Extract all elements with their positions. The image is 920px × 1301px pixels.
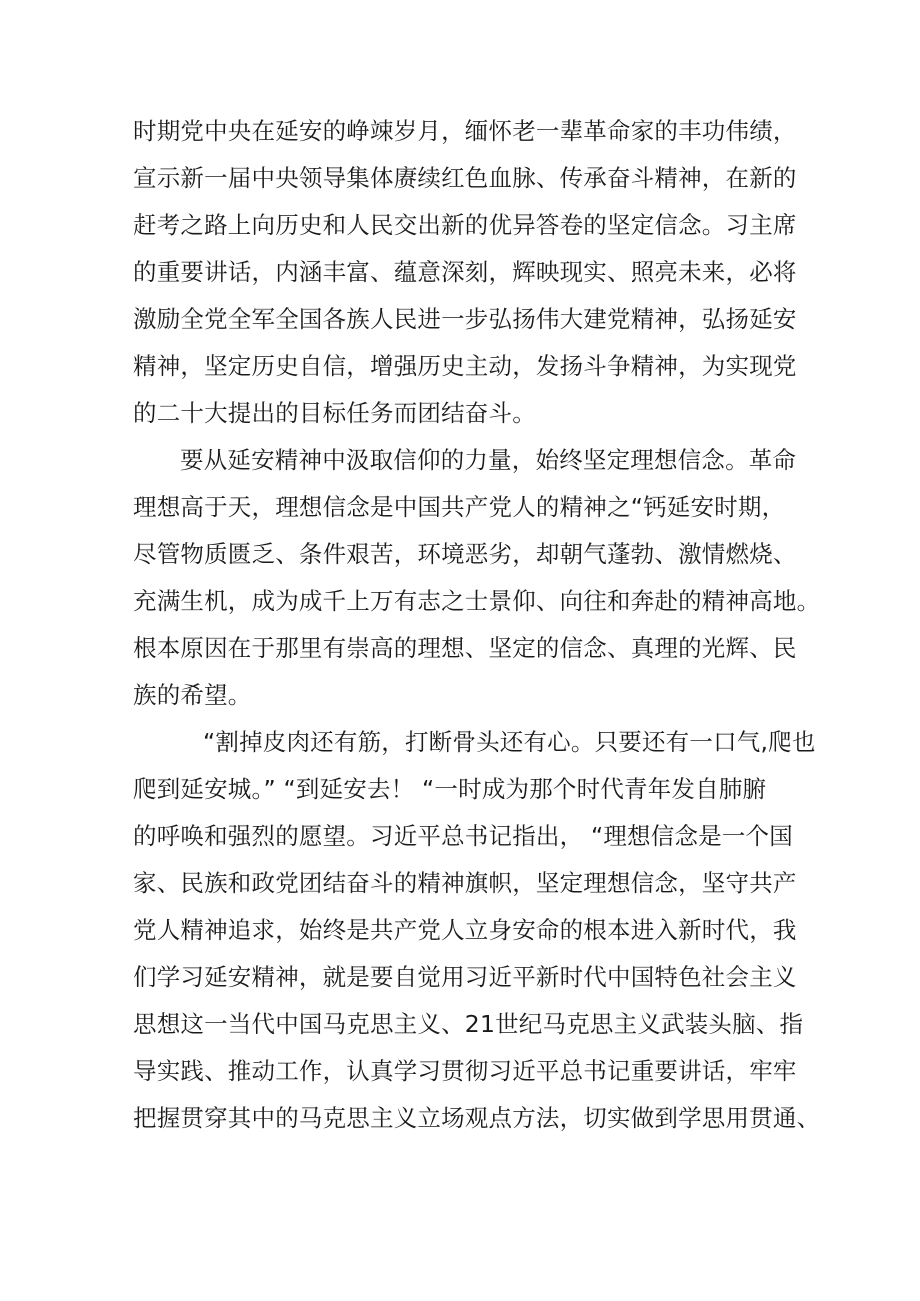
text-line: 党人精神追求，始终是共产党人立身安命的根本进入新时代，我 [133,916,797,944]
text-line: 赶考之路上向历史和人民交出新的优异答卷的坚定信念。习主席 [133,211,797,239]
paragraph [133,108,797,437]
text-line: 要从延安精神中汲取信仰的力量，始终坚定理想信念。革命 [180,446,797,474]
text-line: 导实践、推动工作，认真学习贯彻习近平总书记重要讲话，牢牢 [133,1057,797,1085]
text-line: 尽管物质匮乏、条件艰苦，环境恶劣，却朝气蓬勃、激情燃烧、 [133,540,797,568]
text-line: 思想这一当代中国马克思主义、21世纪马克思主义武装头脑、指 [133,1010,804,1038]
text-line: 精神，坚定历史自信，增强历史主动，发扬斗争精神，为实现党 [133,352,797,380]
text-line: 把握贯穿其中的马克思主义立场观点方法，切实做到学思用贯通、 [133,1104,821,1132]
text-line: 族的希望。 [133,681,252,709]
text-line: 家、民族和政党团结奋斗的精神旗帜，坚定理想信念，坚守共产 [133,869,797,897]
document-body [133,108,821,1142]
text-line: 充满生机，成为成千上万有志之士景仰、向往和奔赴的精神高地。 [133,587,821,615]
text-line: 激励全党全军全国各族人民进一步弘扬伟大建党精神，弘扬延安 [133,305,797,333]
text-line: 的重要讲话，内涵丰富、蕴意深刻，辉映现实、照亮未来，必将 [133,258,797,286]
paragraph [133,719,821,1142]
text-line: “割掉皮肉还有筋，打断骨头还有心。只要还有一口气,爬也 [203,728,816,756]
text-line: 们学习延安精神，就是要自觉用习近平新时代中国特色社会主义 [133,963,797,991]
text-line: 根本原因在于那里有崇高的理想、坚定的信念、真理的光辉、民 [133,634,797,662]
paragraph [133,437,821,719]
text-line: 理想高于天，理想信念是中国共产党人的精神之“钙延安时期， [133,493,786,521]
text-line: 的呼唤和强烈的愿望。习近平总书记指出， “理想信念是一个国 [133,822,793,850]
text-line: 时期党中央在延安的峥竦岁月，缅怀老一辈革命家的丰功伟绩， [133,117,797,145]
text-line: 爬到延安城。” “到延安去！ “一时成为那个时代青年发自肺腑 [133,775,767,803]
text-line: 的二十大提出的目标任务而团结奋斗。 [133,399,536,427]
text-line: 宣示新一届中央领导集体赓续红色血脉、传承奋斗精神，在新的 [133,164,797,192]
